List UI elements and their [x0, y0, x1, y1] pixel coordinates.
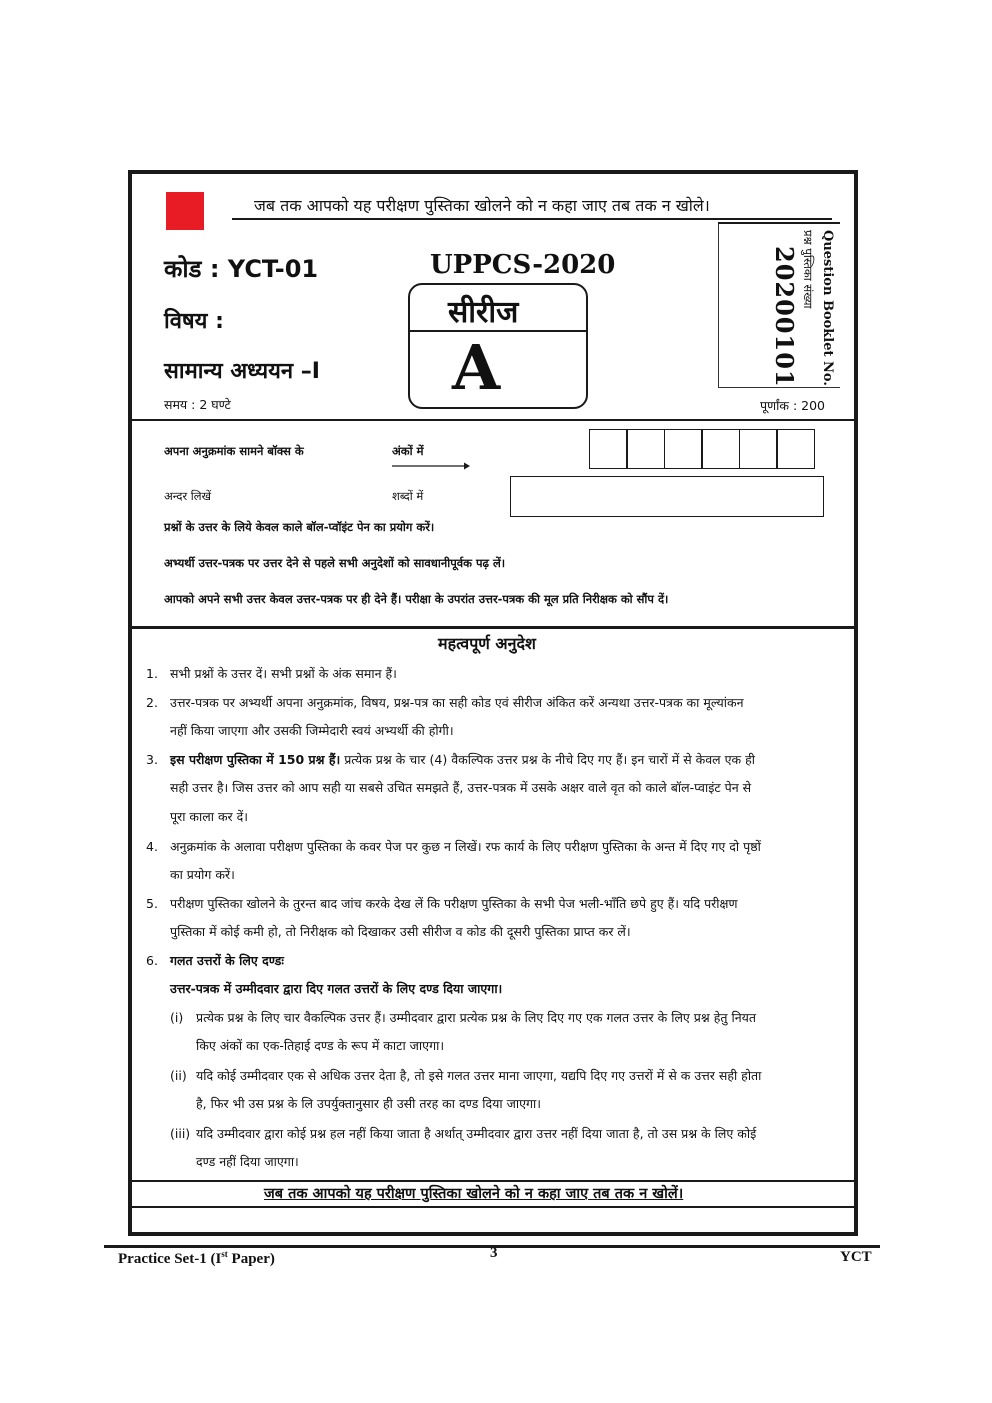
- header-separator: [128, 419, 858, 421]
- penalty-item: यदि कोई उम्मीदवार एक से अधिक उत्तर देता है, तो इसे गलत उत्तर माना जाएगा, यद्यपि दिए गए उत्तरों में से क उत्तर सही होता: [196, 1068, 762, 1083]
- roll-digit-box[interactable]: [701, 429, 740, 469]
- subject-name: सामान्य अध्ययन –I: [164, 359, 320, 384]
- penalty-item: प्रत्येक प्रश्न के लिए चार वैकल्पिक उत्तर हैं। उम्मीदवार द्वारा प्रत्येक प्रश्न के लिए दिए गए एक गलत उत्तर के लिए प्रश्न हेतु नियत: [196, 1010, 757, 1025]
- item-number: 3.: [146, 752, 158, 767]
- item-number: 5.: [146, 896, 158, 911]
- top-warning-underline: [232, 218, 832, 220]
- page-number: 3: [490, 1245, 498, 1261]
- instruction-item: परीक्षण पुस्तिका खोलने के तुरन्त बाद जांच करके देख लें कि परीक्षण पुस्तिका के सभी पेज भली-भाँति छपे हुए हैं। यदि परीक्षण: [170, 896, 738, 911]
- item-number: 6.: [146, 953, 158, 968]
- in-digits-label: अंकों में: [392, 444, 424, 458]
- item3-bold: इस परीक्षण पुस्तिका में 150 प्रश्न हैं।: [170, 752, 341, 767]
- penalty-title: गलत उत्तरों के लिए दण्डः: [170, 953, 284, 968]
- item3-rest: प्रत्येक प्रश्न के चार (4) वैकल्पिक उत्तर प्रश्न के नीचे दिए गए हैं। इन चारों में से केवल एक ही: [340, 752, 755, 767]
- in-words-label: शब्दों में: [392, 489, 424, 503]
- instruction-item: पुस्तिका में कोई कमी हो, तो निरीक्षक को दिखाकर उसी सीरीज व कोड की दूसरी पुस्तिका प्राप्त कर लें।: [170, 924, 631, 939]
- top-warning: जब तक आपको यह परीक्षण पुस्तिका खोलने को न कहा जाए तब तक न खोले।: [254, 196, 710, 215]
- roll-digit-boxes: [590, 429, 815, 469]
- booklet-label-hi: प्रश्न पुस्तिका संख्या: [801, 230, 815, 309]
- code-text: कोड : YCT-01: [164, 255, 319, 283]
- roll-digit-box[interactable]: [739, 429, 778, 469]
- exam-title: UPPCS-2020: [430, 250, 616, 280]
- booklet-box-top: [718, 222, 840, 224]
- instruction-item: सभी प्रश्नों के उत्तर दें। सभी प्रश्नों के अंक समान हैं।: [170, 666, 397, 681]
- booklet-label-en: Question Booklet No.: [820, 230, 835, 386]
- item-number: 2.: [146, 695, 158, 710]
- instruction-item: अनुक्रमांक के अलावा परीक्षण पुस्तिका के कवर पेज पर कुछ न लिखें। रफ कार्य के लिए परीक्षण पुस्तिका के अन्त में दिए गए दो पृष्ठों: [170, 839, 761, 854]
- instruction-item: [170, 746, 755, 773]
- sub-item-number: (iii): [170, 1126, 191, 1141]
- pre-instruction: प्रश्नों के उत्तर के लिये केवल काले बॉल-प्वॉइंट पेन का प्रयोग करें।: [164, 520, 435, 534]
- bottom-separator: [132, 1180, 854, 1182]
- penalty-item: यदि उम्मीदवार द्वारा कोई प्रश्न हल नहीं किया जाता है अर्थात् उम्मीदवार द्वारा उत्तर नहीं दिया जाता है, तो उस प्रश्न के लिए कोई: [196, 1126, 757, 1141]
- penalty-item: दण्ड नहीं दिया जाएगा।: [196, 1154, 299, 1169]
- instruction-item: का प्रयोग करें।: [170, 867, 235, 882]
- subject-label: विषय :: [164, 309, 224, 334]
- penalty-item: किए अंकों का एक-तिहाई दण्ड के रूप में काटा जाएगा।: [196, 1038, 445, 1053]
- bottom-warning: जब तक आपको यह परीक्षण पुस्तिका खोलने को न कहा जाए तब तक न खोलें।: [264, 1186, 684, 1202]
- pre-instruction: आपको अपने सभी उत्तर केवल उत्तर-पत्रक पर ही देने हैं। परीक्षा के उपरांत उत्तर-पत्रक की मूल प्रति निरीक्षक को सौंप दें।: [164, 592, 669, 606]
- footer-brand: YCT: [840, 1249, 872, 1265]
- footer-suffix: Paper): [227, 1251, 275, 1267]
- roll-digit-box[interactable]: [776, 429, 815, 469]
- sub-item-number: (i): [170, 1010, 184, 1025]
- roll-label-line1: अपना अनुक्रमांक सामने बॉक्स के: [164, 444, 304, 458]
- series-label: सीरीज: [448, 295, 519, 330]
- instruction-item: उत्तर-पत्रक पर अभ्यर्थी अपना अनुक्रमांक, विषय, प्रश्न-पत्र का सही कोड एवं सीरीज अंकित करें अन्यथा उत्तर-पत्रक का मूल्यांकन: [170, 695, 744, 710]
- roll-digit-box[interactable]: [626, 429, 665, 469]
- penalty-subtitle: उत्तर-पत्रक में उम्मीदवार द्वारा दिए गलत उत्तरों के लिए दण्ड दिया जाएगा।: [170, 981, 503, 996]
- bottom-separator-2: [132, 1206, 854, 1208]
- roll-digit-box[interactable]: [664, 429, 703, 469]
- important-title: महत्वपूर्ण अनुदेश: [438, 634, 536, 653]
- instruction-item: सही उत्तर है। जिस उत्तर को आप सही या सबसे उचित समझते हैं, उत्तर-पत्रक में उसके अक्षर वाले वृत को काले बॉल-प्वाइंट पेन से: [170, 780, 752, 795]
- code-label: [164, 252, 318, 285]
- booklet-number: 20200101: [770, 246, 799, 388]
- instruction-item: पूरा काला कर दें।: [170, 809, 249, 824]
- red-square-mark: [166, 192, 204, 230]
- arrow-right-icon: [392, 461, 470, 471]
- footer-practice-set: [118, 1249, 275, 1268]
- footer-prefix: Practice Set-1 (I: [118, 1251, 222, 1267]
- item-number: 4.: [146, 839, 158, 854]
- time-label: समय : 2 घण्टे: [164, 397, 231, 412]
- instructions-separator: [128, 626, 858, 629]
- penalty-item: है, फिर भी उस प्रश्न के लि उपर्युक्तानुसार ही उसी तरह का दण्ड दिया जाएगा।: [196, 1096, 542, 1111]
- roll-label-line2: अन्दर लिखें: [164, 489, 211, 503]
- footer-sup: st: [221, 1249, 228, 1259]
- total-marks: पूर्णांक : 200: [760, 398, 825, 413]
- pre-instruction: अभ्यर्थी उत्तर-पत्रक पर उत्तर देने से पहले सभी अनुदेशों को सावधानीपूर्वक पढ़ लें।: [164, 556, 506, 570]
- roll-words-box[interactable]: [510, 476, 824, 517]
- instruction-item: नहीं किया जाएगा और उसकी जिम्मेदारी स्वयं अभ्यर्थी की होगी।: [170, 723, 454, 738]
- sub-item-number: (ii): [170, 1068, 187, 1083]
- item-number: 1.: [146, 666, 158, 681]
- series-letter: A: [452, 331, 501, 404]
- roll-digit-box[interactable]: [589, 429, 628, 469]
